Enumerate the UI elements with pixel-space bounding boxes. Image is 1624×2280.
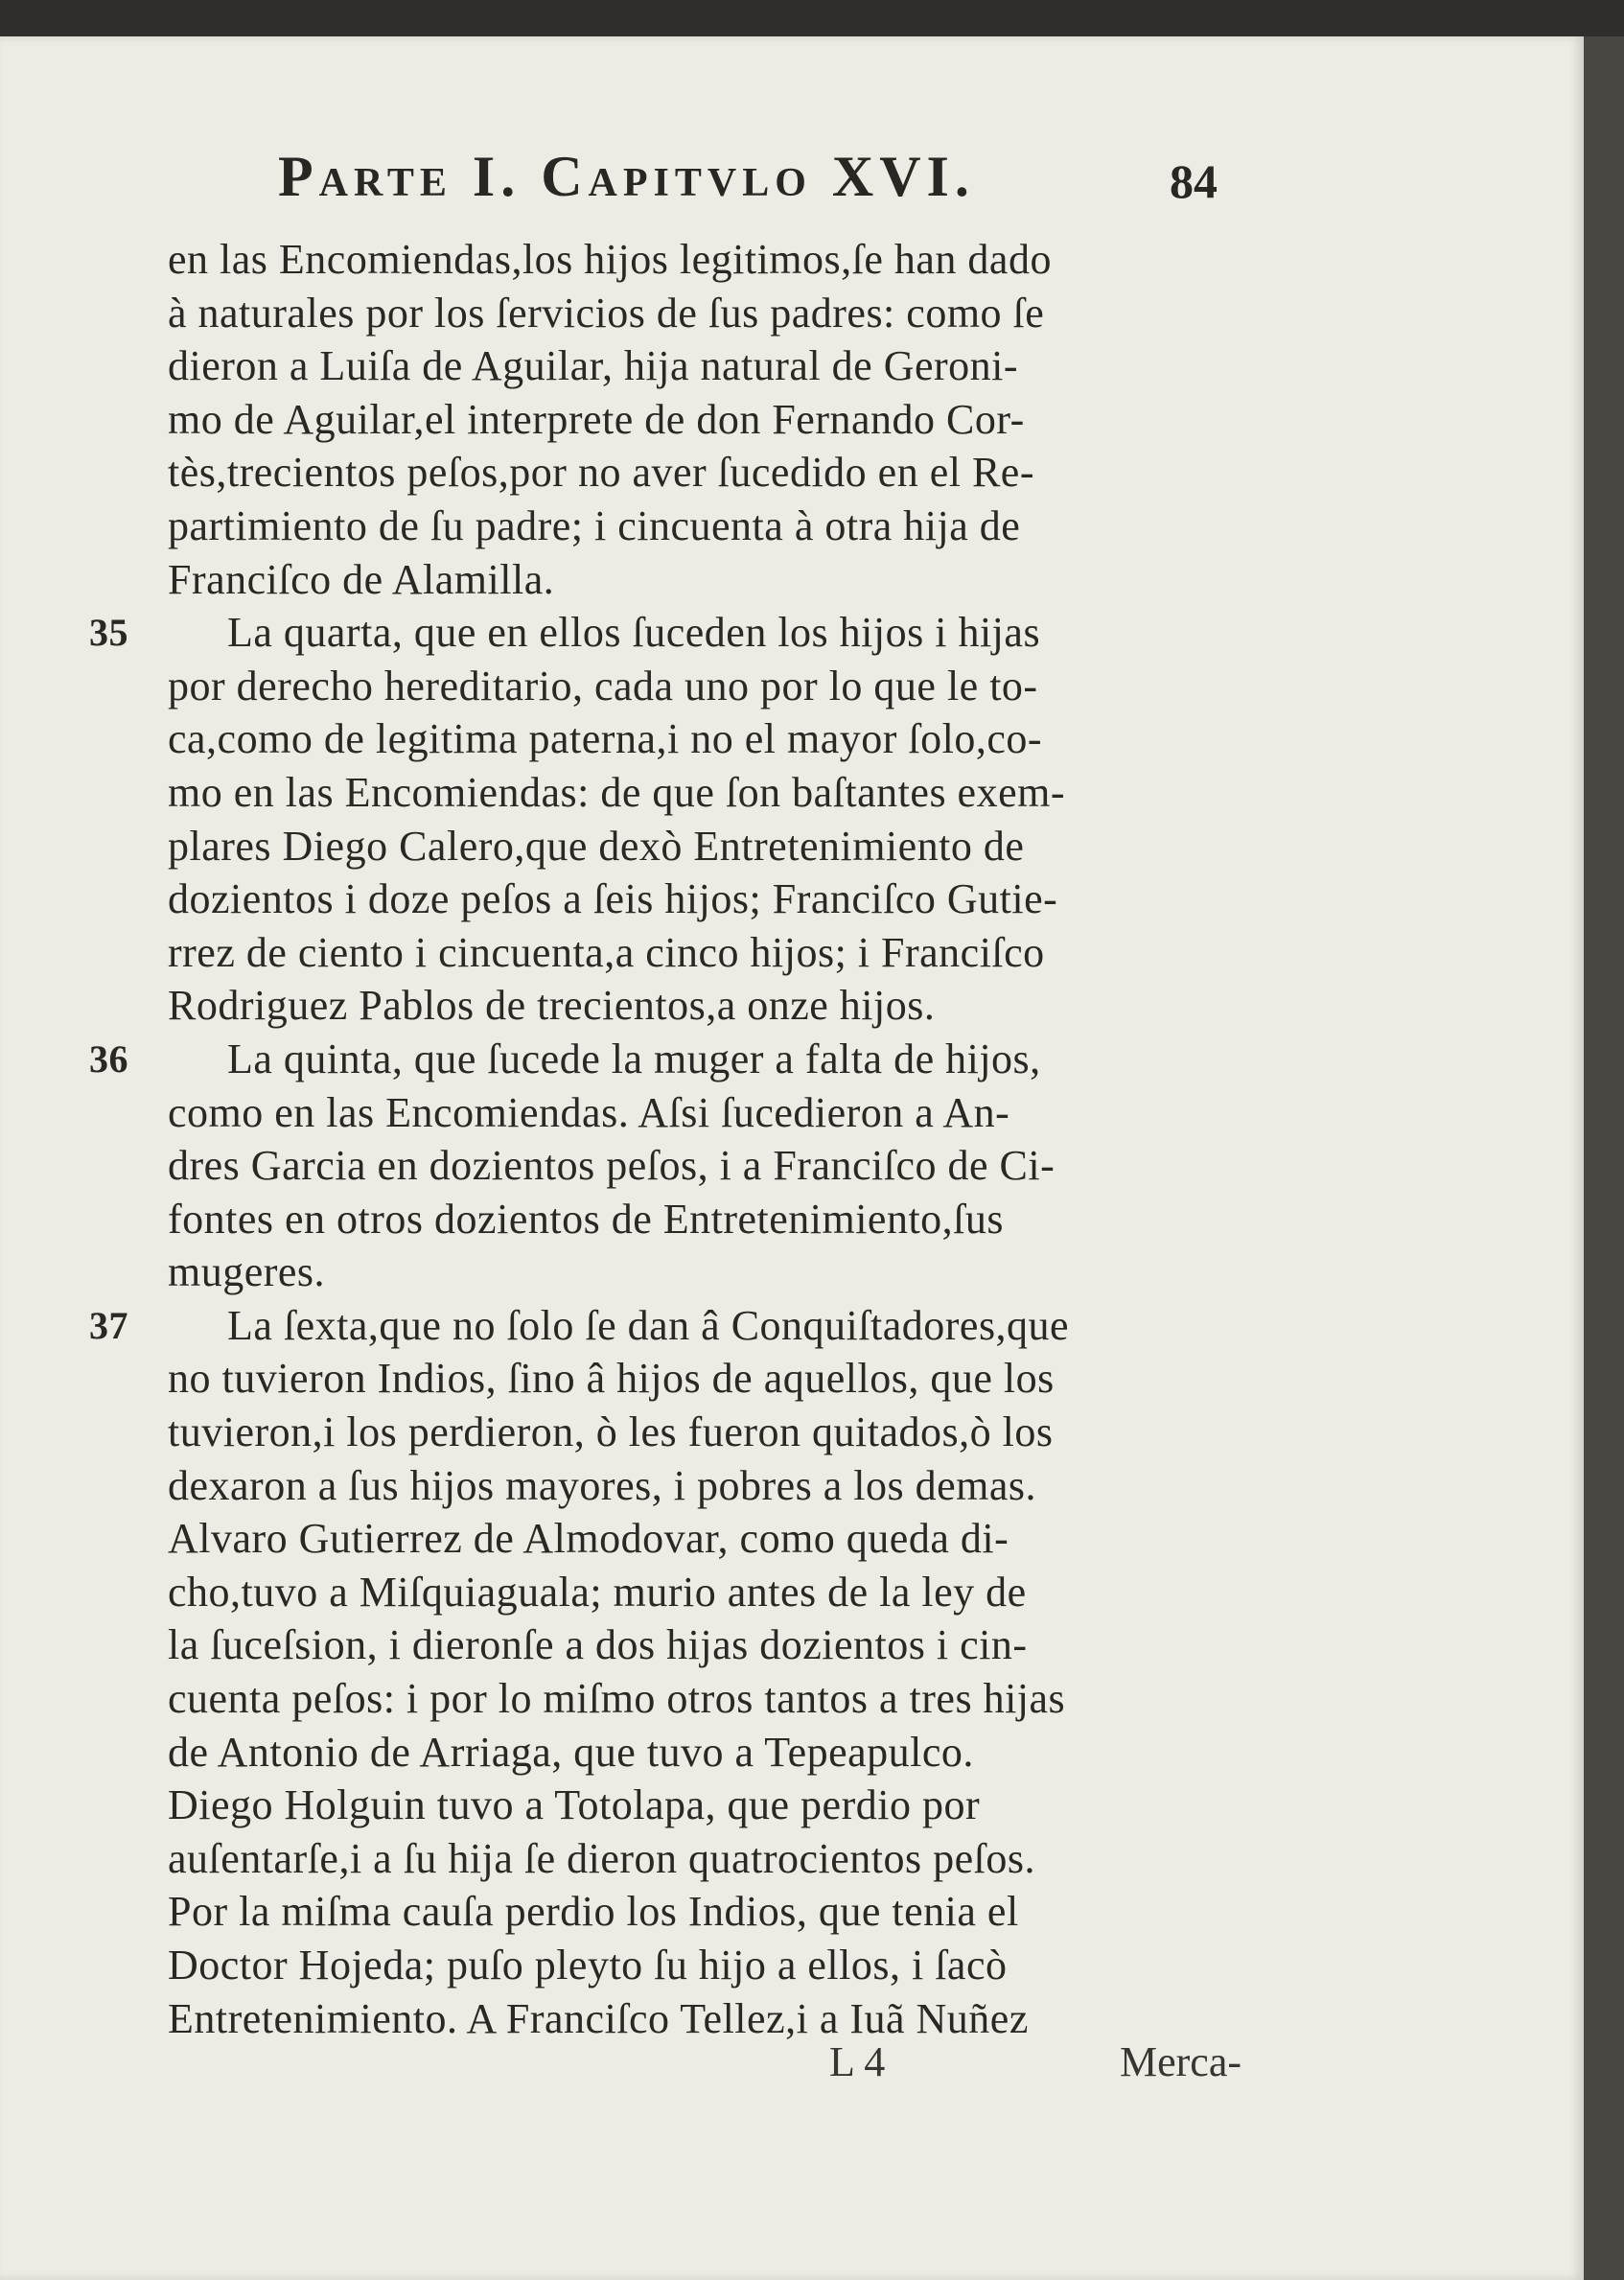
paragraph-number: 35 [89,611,128,655]
page-header [278,144,1218,221]
text-line: como en las Encomiendas. Aſsi ſucedieron a An- [168,1088,1010,1136]
text-line: ca,como de legitima paterna,i no el mayor ſolo,co- [168,715,1043,763]
paragraph-number: 37 [89,1303,128,1347]
scan-right-border [1584,36,1624,2280]
text-line: cho,tuvo a Miſquiaguala; murio antes de la ley de [168,1568,1027,1616]
text-line: mugeres. [168,1248,326,1296]
text-line: auſentarſe,i a ſu hija ſe dieron quatrocientos peſos. [168,1834,1035,1882]
text-line: mo en las Encomiendas: de que ſon baſtantes exem- [168,768,1065,816]
paragraph-37 [89,1299,1241,2045]
text-line: Entretenimiento. A Franciſco Tellez,i a Iuã Nuñez [168,1994,1029,2042]
paragraph-35 [89,606,1241,1033]
body-text [89,233,1241,2045]
paragraph-36 [89,1033,1241,1299]
text-line: La ſexta,que no ſolo ſe dan â Conquiſtadores,que [227,1301,1070,1349]
scan-top-border [0,0,1624,36]
intro-paragraph [168,233,1241,606]
text-line: La quinta, que ſucede la muger a falta de hijos, [227,1035,1041,1082]
page-number: 84 [1170,154,1218,208]
text-line: dres Garcia en dozientos peſos, i a Franciſco de Ci- [168,1142,1056,1190]
text-line: Franciſco de Alamilla. [168,555,555,603]
signature-mark: L 4 [829,2038,886,2085]
text-line: dozientos i doze peſos a ſeis hijos; Franciſco Gutie- [168,875,1058,923]
paragraph-number: 36 [89,1036,128,1081]
text-line: fontes en otros dozientos de Entretenimiento,ſus [168,1195,1005,1243]
text-line: tès,trecientos peſos,por no aver ſucedido en el Re- [168,449,1034,497]
text-line: tuvieron,i los perdieron, ò les fueron quitados,ò los [168,1408,1054,1456]
running-title: Parte I. Capitvlo XVI. [278,145,975,208]
text-line: Rodriguez Pablos de trecientos,a onze hijos. [168,982,936,1030]
text-line: La quarta, que en ellos ſuceden los hijos i hijas [227,609,1041,657]
text-line: Por la miſma cauſa perdio los Indios, que tenia el [168,1888,1019,1936]
text-line: dexaron a ſus hijos mayores, i pobres a los demas. [168,1461,1037,1509]
text-line: Alvaro Gutierrez de Almodovar, como queda di- [168,1515,1009,1563]
text-line: à naturales por los ſervicios de ſus padres: como ſe [168,289,1045,337]
text-line: partimiento de ſu padre; i cincuenta à otra hija de [168,501,1021,549]
text-line: Diego Holguin tuvo a Totolapa, que perdio por [168,1781,981,1829]
text-line: mo de Aguilar,el interprete de don Fernando Cor- [168,395,1025,443]
text-line: Doctor Hojeda; puſo pleyto ſu hijo a ellos, i ſacò [168,1942,1008,1989]
text-line: cuenta peſos: i por lo miſmo otros tantos a tres hijas [168,1675,1066,1723]
text-line: no tuvieron Indios, ſino â hijos de aquellos, que los [168,1355,1055,1403]
text-line: la ſuceſsion, i dieronſe a dos hijas dozientos i cin- [168,1621,1028,1669]
text-line: en las Encomiendas,los hijos legitimos,ſe han dado [168,236,1052,283]
page-footer [168,2037,1241,2095]
text-line: plares Diego Calero,que dexò Entretenimiento de [168,822,1025,870]
text-line: rrez de ciento i cincuenta,a cinco hijos; i Franciſco [168,928,1045,976]
catchword: Merca- [1119,2038,1241,2085]
text-line: dieron a Luiſa de Aguilar, hija natural de Geroni- [168,342,1019,390]
text-line: por derecho hereditario, cada uno por lo que le to- [168,662,1038,710]
text-line: de Antonio de Arriaga, que tuvo a Tepeapulco. [168,1728,974,1776]
